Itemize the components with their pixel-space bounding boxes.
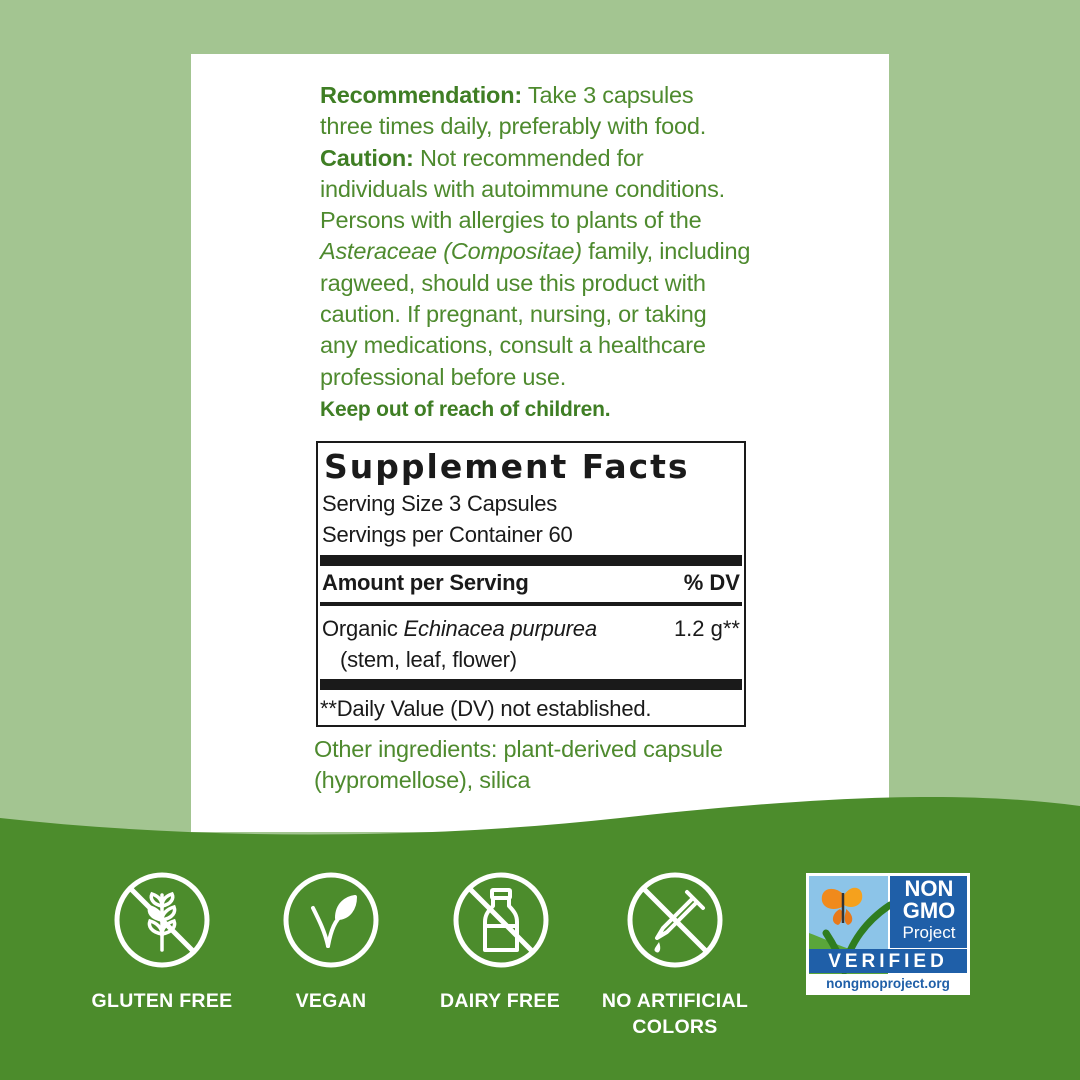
- no-artificial-colors-label: [585, 988, 765, 1040]
- caution-text-4: family, including: [581, 238, 751, 265]
- ingredient-botanical: Echinacea purpurea: [403, 616, 597, 641]
- caution-text-8: professional before use.: [320, 363, 567, 390]
- caution-text-2: individuals with autoimmune conditions.: [320, 175, 725, 202]
- non-gmo-line3: Project: [902, 923, 956, 942]
- caution-text-1: Not recommended for: [413, 144, 644, 171]
- ingredient-amount: 1.2 g**: [673, 616, 740, 641]
- non-gmo-url: nongmoproject.org: [826, 976, 950, 991]
- dv-footnote: **Daily Value (DV) not established.: [320, 696, 652, 721]
- gluten-free-label: GLUTEN FREE: [91, 990, 233, 1012]
- dv-header: % DV: [683, 570, 740, 595]
- dropper-crossed-icon: [625, 870, 725, 970]
- ingredient-prefix: Organic: [322, 616, 404, 641]
- non-gmo-verified-seal: [806, 873, 970, 995]
- keep-out-warning: Keep out of reach of children.: [320, 398, 611, 421]
- divider-thick-2: [320, 679, 742, 690]
- recommendation-text: Take 3 capsules: [522, 82, 694, 108]
- vegan-label: VEGAN: [295, 990, 367, 1012]
- supplement-facts-title: Supplement Facts: [324, 447, 690, 486]
- directions-text: [320, 80, 780, 393]
- no-artificial-label-line1: NO ARTIFICIAL: [601, 990, 749, 1012]
- other-ingredients-line1: Other ingredients: plant-derived capsule: [314, 736, 723, 762]
- divider-thick: [320, 555, 742, 566]
- supplement-facts-box: [316, 441, 746, 727]
- caution-label: Caution:: [320, 144, 414, 171]
- plant-family: Asteraceae (Compositae): [320, 238, 582, 265]
- serving-size: Serving Size 3 Capsules: [322, 491, 558, 516]
- recommendation-label: Recommendation:: [320, 82, 522, 108]
- milk-bottle-crossed-icon: [451, 870, 551, 970]
- recommendation-text-2: three times daily, preferably with food.: [320, 113, 707, 140]
- servings-per-container: Servings per Container 60: [322, 522, 573, 547]
- caution-text-6: caution. If pregnant, nursing, or taking: [320, 301, 707, 328]
- caution-text-3: Persons with allergies to plants of the: [320, 207, 702, 234]
- non-gmo-line1: NON: [904, 876, 954, 901]
- non-gmo-line2: GMO: [902, 898, 956, 923]
- caution-text-5: ragweed, should use this product with: [320, 269, 706, 296]
- ingredient-parts: (stem, leaf, flower): [340, 647, 517, 672]
- other-ingredients-line2: (hypromellose), silica: [314, 767, 531, 793]
- wheat-crossed-icon: [112, 870, 212, 970]
- non-gmo-verified: VERIFIED: [828, 951, 948, 972]
- caution-text-7: any medications, consult a healthcare: [320, 332, 706, 359]
- leaf-icon: [281, 870, 381, 970]
- other-ingredients: [314, 734, 754, 796]
- ingredient-name: [322, 615, 597, 643]
- divider-thin: [320, 602, 742, 606]
- dairy-free-label: DAIRY FREE: [439, 990, 561, 1012]
- no-artificial-label-line2: COLORS: [632, 1016, 718, 1038]
- amount-header: Amount per Serving: [322, 570, 529, 595]
